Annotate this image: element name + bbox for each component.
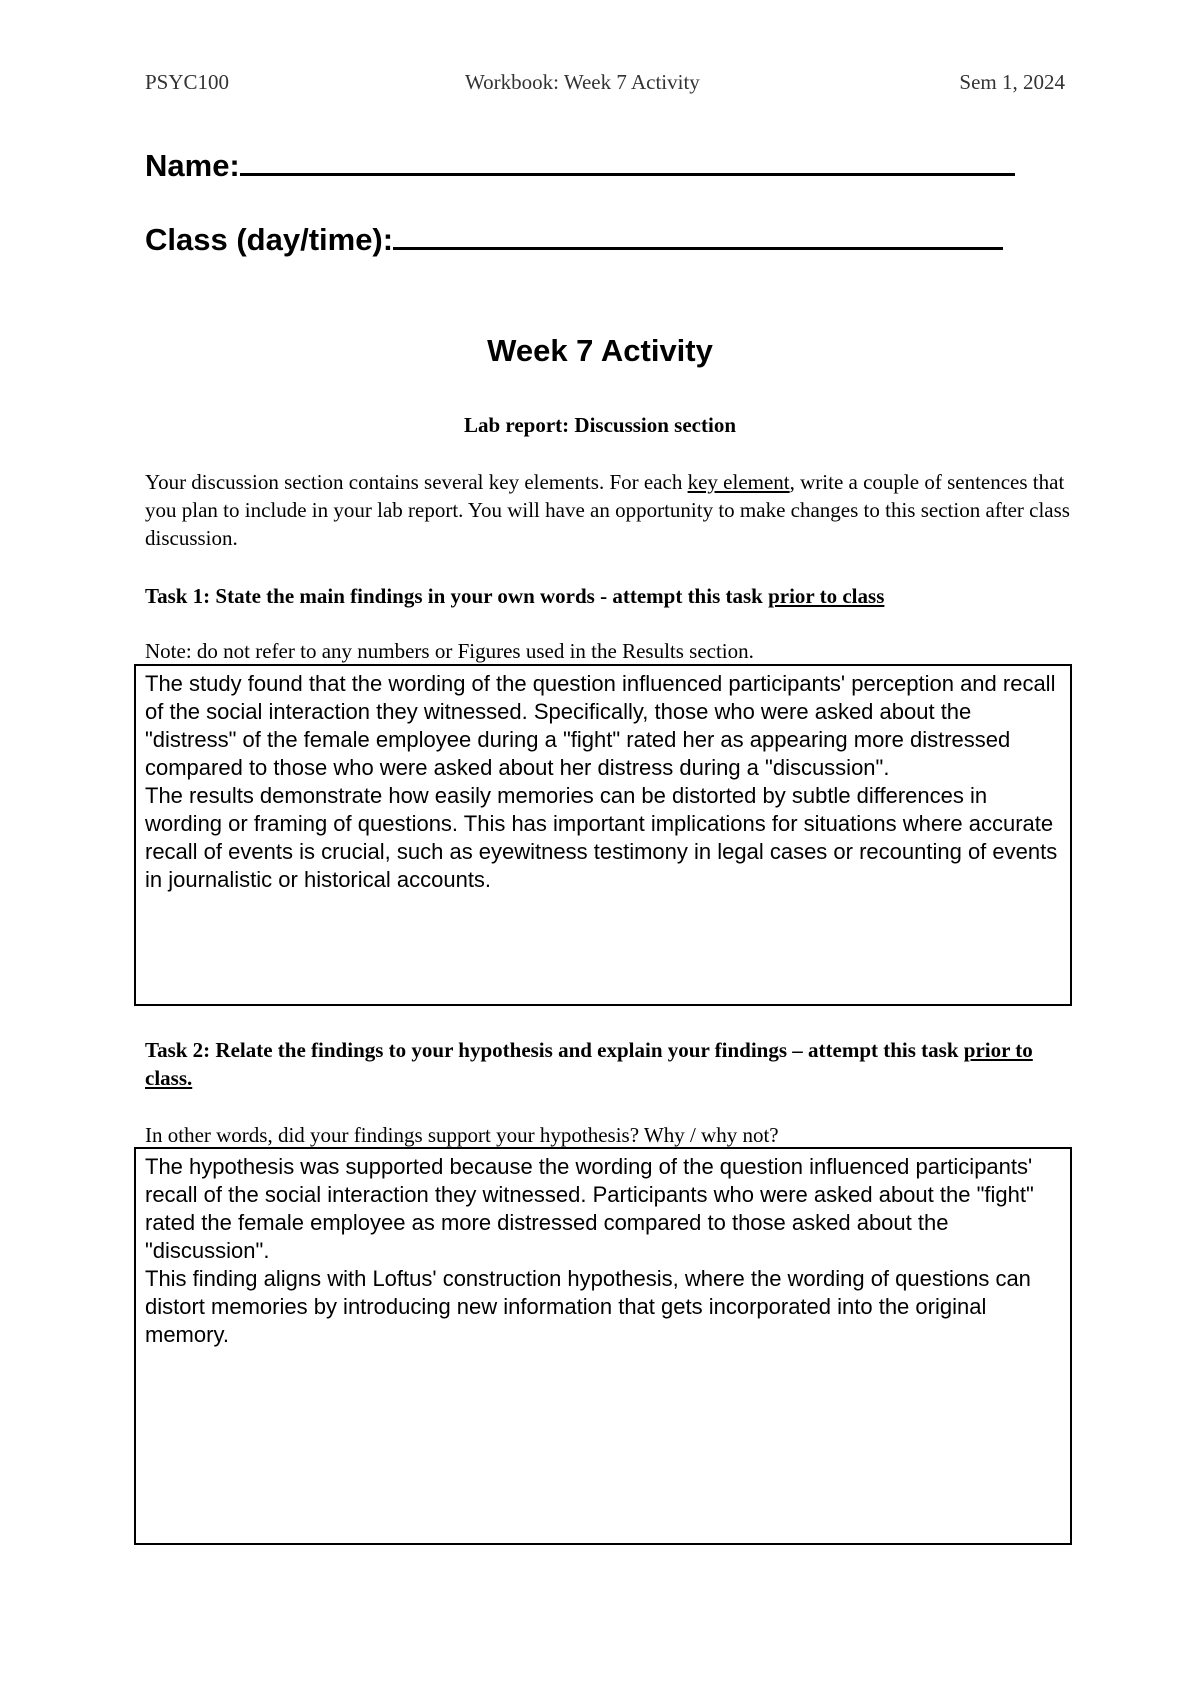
task2-answer-box[interactable] — [134, 1147, 1072, 1545]
task2-answer-paragraph-1: The hypothesis was supported because the wording of the question influenced participants' recall of the social interaction they witnessed. Participants who were asked about the "fight" rated the female employee as more distressed compared to those asked about the "discussion". — [145, 1154, 1034, 1263]
task2-heading-text: Task 2: Relate the findings to your hypothesis and explain your findings – attempt this task — [145, 1038, 964, 1062]
intro-text-after: , write a couple of sentences that you plan to include in your lab report. You will have an opportunity to make changes to this section after class discussion. — [145, 470, 1070, 550]
task1-answer-paragraph-2: The results demonstrate how easily memories can be distorted by subtle differences in wording or framing of questions. This has important implications for situations where accurate recall of events is crucial, such as eyewitness testimony in legal cases or recounting of events in journalistic or historical accounts. — [145, 783, 1058, 892]
header-course: PSYC100 — [145, 70, 230, 94]
task1-heading — [145, 582, 1075, 610]
section-subtitle: Lab report: Discussion section — [463, 413, 737, 437]
task2-heading — [145, 1036, 1075, 1092]
task1-heading-text: Task 1: State the main findings in your own words - attempt this task — [145, 584, 769, 608]
header-workbook: Workbook: Week 7 Activity — [465, 70, 700, 94]
intro-text-before: Your discussion section contains several key elements. For each — [145, 470, 688, 494]
task1-answer-paragraph-1: The study found that the wording of the question influenced participants' perception and recall of the social interaction they witnessed. Specifically, those who were asked about the "distress" of the female employee during a "fight" rated her as appearing more distressed compared to those who were asked about her distress during a "discussion". — [145, 671, 1056, 780]
class-field — [145, 222, 1003, 258]
class-blank-line — [393, 223, 1003, 250]
page-header — [145, 70, 1065, 100]
task1-prior-to-class: prior to class — [768, 584, 885, 608]
name-blank-line — [240, 149, 1015, 176]
header-semester: Sem 1, 2024 — [959, 70, 1065, 94]
task2-prior-to-class: prior to class. — [145, 1038, 1033, 1090]
task1-answer-box[interactable] — [134, 664, 1072, 1006]
class-label: Class (day/time): — [145, 222, 394, 257]
task1-note: Note: do not refer to any numbers or Figures used in the Results section. — [145, 639, 754, 663]
intro-paragraph — [145, 468, 1075, 552]
task2-note: In other words, did your findings support your hypothesis? Why / why not? — [145, 1123, 779, 1147]
name-label: Name: — [145, 148, 240, 183]
page-title: Week 7 Activity — [487, 333, 713, 368]
task2-answer-paragraph-2: This finding aligns with Loftus' construction hypothesis, where the wording of questions can distort memories by introducing new information that gets incorporated into the original memory. — [145, 1266, 1031, 1347]
intro-key-element: key element — [687, 470, 790, 494]
name-field — [145, 148, 1015, 184]
